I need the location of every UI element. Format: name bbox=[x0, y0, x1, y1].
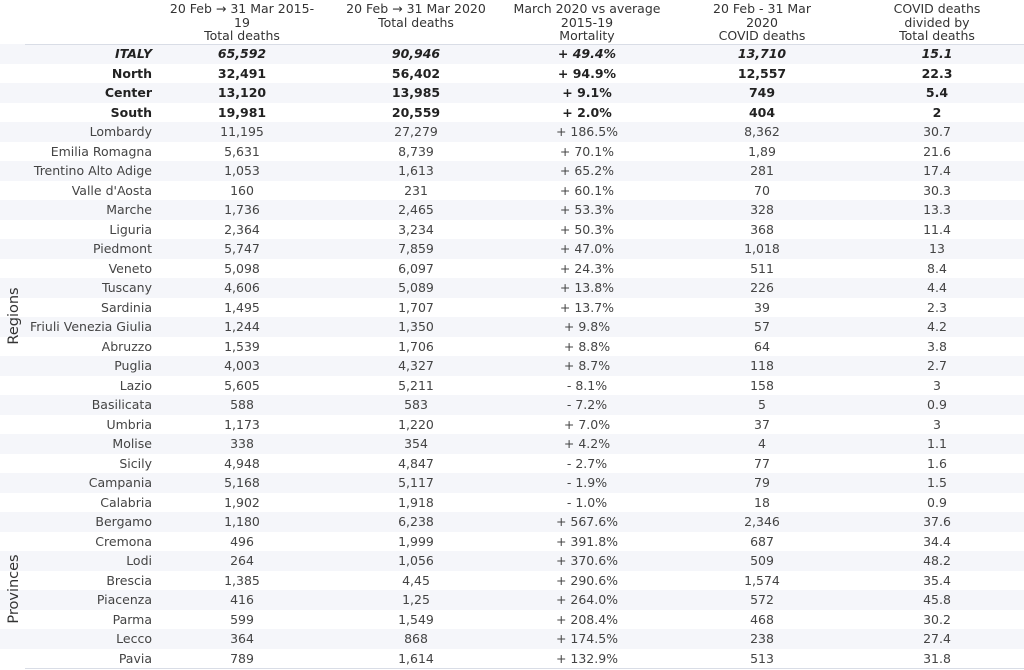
row-label: Veneto bbox=[108, 260, 152, 276]
table-cell: 37 bbox=[754, 416, 770, 432]
table-cell: 1,180 bbox=[224, 514, 260, 529]
table-cell: 368 bbox=[750, 221, 774, 237]
table-cell: 3 bbox=[933, 416, 941, 432]
table-cell: 1,574 bbox=[744, 572, 780, 588]
row-label: Lombardy bbox=[89, 124, 152, 139]
table-row bbox=[0, 376, 1024, 396]
row-label: Sardinia bbox=[101, 299, 152, 315]
table-row bbox=[0, 317, 1024, 337]
table-row bbox=[0, 337, 1024, 357]
group-label: Provinces bbox=[6, 554, 22, 624]
table-row bbox=[0, 590, 1024, 610]
table-cell: 31.8 bbox=[923, 650, 951, 666]
table-cell: 5,747 bbox=[224, 241, 260, 256]
table-cell: 21.6 bbox=[923, 143, 951, 159]
table-cell: 4,606 bbox=[224, 280, 260, 295]
table-cell: 1,25 bbox=[402, 592, 430, 607]
table-row bbox=[0, 434, 1024, 454]
table-cell: + 60.1% bbox=[559, 182, 615, 198]
table-cell: + 4.2% bbox=[563, 436, 611, 451]
table-cell: 0.9 bbox=[927, 494, 947, 510]
table-cell: 3.8 bbox=[927, 338, 947, 354]
table-cell: + 567.6% bbox=[555, 514, 619, 529]
table-cell: 4.2 bbox=[927, 319, 947, 334]
table-cell: 511 bbox=[750, 260, 774, 276]
row-label: Liguria bbox=[109, 221, 152, 237]
table-cell: + 174.5% bbox=[555, 631, 619, 646]
column-header-1: 20 Feb → 31 Mar 2015-19 Total deaths bbox=[169, 1, 315, 43]
table-cell: 1.5 bbox=[927, 475, 947, 490]
table-cell: 5,168 bbox=[224, 475, 260, 490]
table-row bbox=[0, 493, 1024, 513]
table-cell: + 24.3% bbox=[559, 260, 615, 276]
table-cell: 226 bbox=[750, 280, 774, 295]
table-cell: 2,346 bbox=[744, 514, 780, 529]
table-cell: 4,327 bbox=[398, 358, 434, 373]
table-cell: + 47.0% bbox=[559, 241, 615, 256]
table-row bbox=[0, 259, 1024, 279]
table-cell: 364 bbox=[230, 631, 254, 646]
table-cell: - 1.0% bbox=[566, 494, 608, 510]
table-cell: 11,195 bbox=[220, 124, 264, 139]
table-cell: 3 bbox=[933, 377, 941, 393]
table-row bbox=[0, 610, 1024, 630]
column-headers bbox=[0, 0, 1024, 44]
table-cell: 19,981 bbox=[217, 104, 267, 120]
table-cell: 90,946 bbox=[391, 46, 441, 61]
table-cell: 1,053 bbox=[224, 163, 260, 178]
row-label: South bbox=[110, 104, 152, 120]
table-cell: 264 bbox=[230, 553, 254, 568]
table-cell: + 132.9% bbox=[555, 650, 619, 666]
table-cell: 1.6 bbox=[927, 455, 947, 471]
row-label: Puglia bbox=[114, 358, 152, 373]
table-cell: 18 bbox=[754, 494, 770, 510]
table-cell: 509 bbox=[750, 553, 774, 568]
table-row bbox=[0, 220, 1024, 240]
table-cell: + 49.4% bbox=[557, 46, 617, 61]
row-label: Campania bbox=[88, 475, 152, 490]
table-cell: 1,918 bbox=[398, 494, 434, 510]
table-cell: 1,385 bbox=[224, 572, 260, 588]
table-cell: 5,211 bbox=[398, 377, 434, 393]
column-header-4: 20 Feb - 31 Mar 2020 COVID deaths bbox=[713, 1, 811, 43]
row-label: Abruzzo bbox=[101, 338, 152, 354]
table-row bbox=[0, 473, 1024, 493]
table-cell: 496 bbox=[230, 533, 254, 549]
table-cell: + 370.6% bbox=[555, 553, 619, 568]
row-label: Sicily bbox=[119, 455, 152, 471]
table-cell: 1,902 bbox=[224, 494, 260, 510]
table-row bbox=[0, 142, 1024, 162]
table-cell: 1,613 bbox=[398, 163, 434, 178]
table-cell: + 94.9% bbox=[557, 65, 617, 81]
row-label: Lazio bbox=[119, 377, 152, 393]
table-cell: 8,362 bbox=[744, 124, 780, 139]
table-cell: 1.1 bbox=[927, 436, 947, 451]
table-cell: 1,173 bbox=[224, 416, 260, 432]
table-cell: 158 bbox=[750, 377, 774, 393]
table-cell: + 70.1% bbox=[559, 143, 615, 159]
table-cell: 48.2 bbox=[923, 553, 951, 568]
table-cell: 238 bbox=[750, 631, 774, 646]
table-cell: 4.4 bbox=[927, 280, 947, 295]
table-cell: 1,220 bbox=[398, 416, 434, 432]
table-cell: 281 bbox=[750, 163, 774, 178]
table-cell: 6,238 bbox=[398, 514, 434, 529]
row-label: Brescia bbox=[106, 572, 152, 588]
table-cell: 1,614 bbox=[398, 650, 434, 666]
table-row bbox=[0, 122, 1024, 142]
row-label: Piacenza bbox=[96, 592, 152, 607]
row-label: ITALY bbox=[115, 46, 152, 61]
table-cell: 4,948 bbox=[224, 455, 260, 471]
table-cell: 2 bbox=[932, 104, 942, 120]
table-cell: 1,707 bbox=[398, 299, 434, 315]
table-cell: 6,097 bbox=[398, 260, 434, 276]
table-cell: 231 bbox=[404, 182, 428, 198]
table-cell: + 53.3% bbox=[559, 202, 615, 217]
table-cell: 37.6 bbox=[923, 514, 951, 529]
table-cell: 30.3 bbox=[923, 182, 951, 198]
table-cell: 1,350 bbox=[398, 319, 434, 334]
table-cell: 13,710 bbox=[737, 46, 787, 61]
table-cell: 160 bbox=[230, 182, 254, 198]
table-cell: 328 bbox=[750, 202, 774, 217]
table-cell: 5,605 bbox=[224, 377, 260, 393]
row-label: Basilicata bbox=[91, 397, 152, 412]
table-cell: 5,631 bbox=[224, 143, 260, 159]
table-row bbox=[0, 395, 1024, 415]
table-cell: 1,056 bbox=[398, 553, 434, 568]
table-cell: 1,539 bbox=[224, 338, 260, 354]
table-cell: 5,117 bbox=[398, 475, 434, 490]
row-label: Piedmont bbox=[92, 241, 152, 256]
table-cell: 1,018 bbox=[744, 241, 780, 256]
table-cell: 30.2 bbox=[923, 611, 951, 627]
table-cell: 4,003 bbox=[224, 358, 260, 373]
row-label: Bergamo bbox=[95, 514, 152, 529]
table-cell: + 50.3% bbox=[559, 221, 615, 237]
table-row bbox=[0, 571, 1024, 591]
table-row bbox=[0, 532, 1024, 552]
table-cell: 65,592 bbox=[217, 46, 267, 61]
table-row bbox=[0, 103, 1024, 123]
table-cell: 39 bbox=[754, 299, 770, 315]
table-cell: + 264.0% bbox=[555, 592, 619, 607]
table-row bbox=[0, 356, 1024, 376]
table-cell: 27.4 bbox=[923, 631, 951, 646]
table-cell: 583 bbox=[404, 397, 428, 412]
table-cell: 34.4 bbox=[923, 533, 951, 549]
row-label: Marche bbox=[106, 202, 152, 217]
table-row bbox=[0, 161, 1024, 181]
table-cell: 15.1 bbox=[921, 46, 953, 61]
row-label: Lodi bbox=[126, 553, 152, 568]
table-cell: 13.3 bbox=[923, 202, 951, 217]
table-row bbox=[0, 298, 1024, 318]
table-cell: 687 bbox=[750, 533, 774, 549]
table-cell: 70 bbox=[754, 182, 770, 198]
row-label: Valle d'Aosta bbox=[71, 182, 152, 198]
table-cell: 4,847 bbox=[398, 455, 434, 471]
table-cell: + 9.8% bbox=[563, 319, 611, 334]
table-cell: 599 bbox=[230, 611, 254, 627]
row-label: Friuli Venezia Giulia bbox=[30, 319, 152, 334]
group-label: Regions bbox=[6, 287, 22, 345]
table-row bbox=[0, 551, 1024, 571]
table-row bbox=[0, 649, 1024, 669]
table-cell: + 9.1% bbox=[562, 85, 612, 100]
table-cell: + 208.4% bbox=[555, 611, 619, 627]
table-cell: 1,706 bbox=[398, 338, 434, 354]
row-label: Trentino Alto Adige bbox=[33, 163, 152, 178]
table-cell: 7,859 bbox=[398, 241, 434, 256]
table-cell: 30.7 bbox=[923, 124, 951, 139]
row-label: Molise bbox=[112, 436, 152, 451]
row-label: Calabria bbox=[100, 494, 152, 510]
row-label: Center bbox=[104, 85, 152, 100]
table-cell: 338 bbox=[230, 436, 254, 451]
table-cell: 56,402 bbox=[391, 65, 441, 81]
table-cell: 404 bbox=[748, 104, 776, 120]
table-cell: 77 bbox=[754, 455, 770, 471]
table-row bbox=[0, 278, 1024, 298]
table-cell: 5,098 bbox=[224, 260, 260, 276]
table-cell: 45.8 bbox=[923, 592, 951, 607]
column-header-3: March 2020 vs average 2015-19 Mortality bbox=[513, 1, 661, 43]
table-cell: 468 bbox=[750, 611, 774, 627]
table-cell: 3,234 bbox=[398, 221, 434, 237]
table-row bbox=[0, 200, 1024, 220]
table-cell: 354 bbox=[404, 436, 428, 451]
row-label: Tuscany bbox=[101, 280, 152, 295]
header-divider bbox=[25, 44, 1024, 45]
table-cell: 416 bbox=[230, 592, 254, 607]
table-cell: 5 bbox=[758, 397, 766, 412]
row-label: Emilia Romagna bbox=[50, 143, 152, 159]
table-cell: 12,557 bbox=[737, 65, 787, 81]
table-cell: 572 bbox=[750, 592, 774, 607]
row-label: Cremona bbox=[95, 533, 152, 549]
row-label: North bbox=[111, 65, 152, 81]
table-cell: + 8.8% bbox=[563, 338, 611, 354]
table-row bbox=[0, 64, 1024, 84]
table-cell: 4,45 bbox=[402, 572, 430, 588]
table-row bbox=[0, 454, 1024, 474]
table-cell: + 391.8% bbox=[555, 533, 619, 549]
table-cell: 1,999 bbox=[398, 533, 434, 549]
table-row bbox=[0, 83, 1024, 103]
table-cell: 5,089 bbox=[398, 280, 434, 295]
table-cell: 22.3 bbox=[921, 65, 953, 81]
table-cell: - 8.1% bbox=[566, 377, 608, 393]
table-cell: 1,736 bbox=[224, 202, 260, 217]
table-cell: 789 bbox=[230, 650, 254, 666]
table-cell: + 7.0% bbox=[563, 416, 611, 432]
table-cell: 8.4 bbox=[927, 260, 947, 276]
table-row bbox=[0, 629, 1024, 649]
row-label: Umbria bbox=[106, 416, 152, 432]
table-cell: 5.4 bbox=[925, 85, 949, 100]
table-cell: 513 bbox=[750, 650, 774, 666]
table-cell: 2.7 bbox=[927, 358, 947, 373]
table-cell: 17.4 bbox=[923, 163, 951, 178]
table-cell: 2,465 bbox=[398, 202, 434, 217]
table-cell: 35.4 bbox=[923, 572, 951, 588]
table-cell: 1,495 bbox=[224, 299, 260, 315]
column-header-2: 20 Feb → 31 Mar 2020 Total deaths bbox=[346, 1, 486, 30]
table-cell: 588 bbox=[230, 397, 254, 412]
row-label: Parma bbox=[112, 611, 152, 627]
table-cell: 8,739 bbox=[398, 143, 434, 159]
table-cell: 4 bbox=[758, 436, 766, 451]
table-cell: - 2.7% bbox=[566, 455, 608, 471]
row-label: Lecco bbox=[116, 631, 152, 646]
table-cell: 1,89 bbox=[748, 143, 776, 159]
table-cell: 2,364 bbox=[224, 221, 260, 237]
group-divider bbox=[25, 668, 1024, 669]
table-row bbox=[0, 512, 1024, 532]
table-cell: 79 bbox=[754, 475, 770, 490]
table-cell: + 8.7% bbox=[563, 358, 611, 373]
table-cell: 32,491 bbox=[217, 65, 267, 81]
table-cell: 11.4 bbox=[923, 221, 951, 237]
table-cell: 13,120 bbox=[217, 85, 267, 100]
table-cell: 13 bbox=[929, 241, 945, 256]
table-cell: 13,985 bbox=[391, 85, 441, 100]
table-cell: + 186.5% bbox=[555, 124, 619, 139]
table-cell: 64 bbox=[754, 338, 770, 354]
row-label: Pavia bbox=[118, 650, 152, 666]
table-row bbox=[0, 181, 1024, 201]
table-cell: - 7.2% bbox=[566, 397, 608, 412]
table-row bbox=[0, 415, 1024, 435]
table-cell: 0.9 bbox=[927, 397, 947, 412]
table-cell: 1,244 bbox=[224, 319, 260, 334]
table-row bbox=[0, 44, 1024, 64]
table-cell: 749 bbox=[748, 85, 776, 100]
table-cell: 118 bbox=[750, 358, 774, 373]
table-cell: 2.3 bbox=[927, 299, 947, 315]
column-header-5: COVID deaths divided by Total deaths bbox=[893, 1, 981, 43]
table-cell: 57 bbox=[754, 319, 770, 334]
table-cell: 27,279 bbox=[394, 124, 438, 139]
table-cell: + 13.7% bbox=[559, 299, 615, 315]
table-row bbox=[0, 239, 1024, 259]
table-cell: + 13.8% bbox=[559, 280, 615, 295]
table-cell: 1,549 bbox=[398, 611, 434, 627]
table-cell: + 2.0% bbox=[562, 104, 612, 120]
table-cell: + 65.2% bbox=[559, 163, 615, 178]
table-cell: + 290.6% bbox=[555, 572, 619, 588]
table-cell: 20,559 bbox=[391, 104, 441, 120]
table-cell: 868 bbox=[404, 631, 428, 646]
table-cell: - 1.9% bbox=[566, 475, 608, 490]
